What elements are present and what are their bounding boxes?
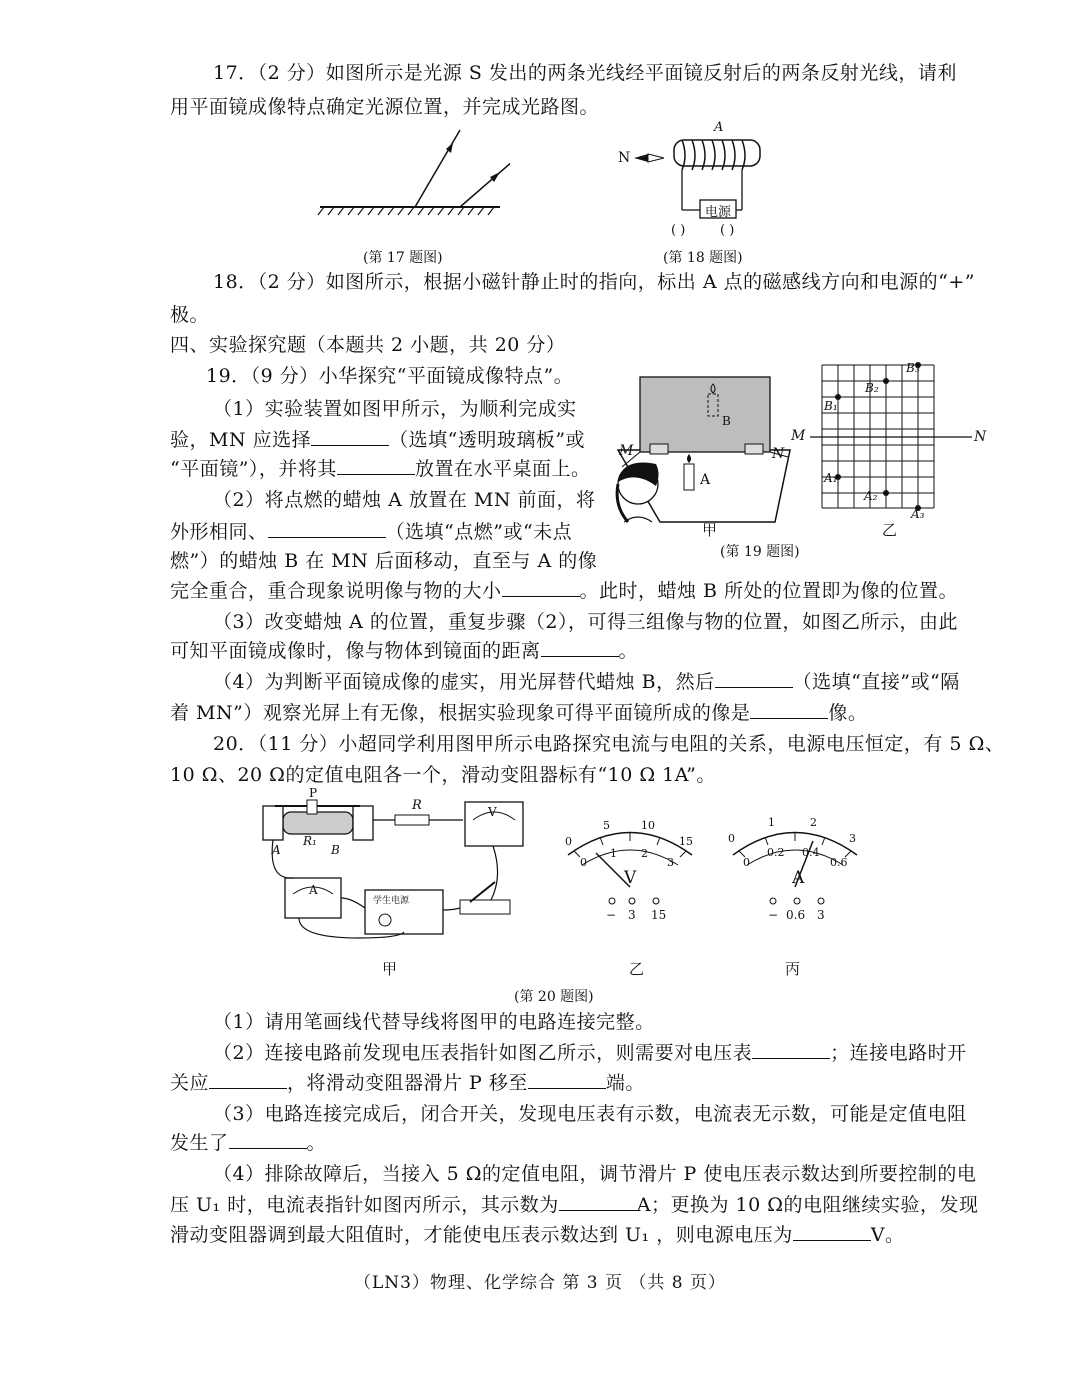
q20-supply-label: 学生电源: [373, 896, 410, 906]
q19-p2b: 外形相同、 （选填“点燃”或“未点: [170, 521, 573, 543]
answer-blank[interactable]: [541, 638, 619, 657]
q20-v-top-0: 0: [565, 835, 572, 848]
q20-p3a: （3）电路连接完成后，闭合开关，发现电压表有示数，电流表无示数，可能是定值电阻: [213, 1103, 967, 1125]
q19-p2d: 完全重合，重合现象说明像与物的大小 。此时，蜡烛 B 所处的位置即为像的位置。: [170, 580, 959, 602]
q20-p4c: 滑动变阻器调到最大阻值时，才能使电压表示数达到 U₁ ，则电源电压为 V。: [170, 1224, 905, 1246]
answer-blank[interactable]: [528, 1070, 606, 1089]
q19-grid-label-n: N: [974, 429, 987, 445]
answer-blank[interactable]: [559, 1192, 637, 1211]
q20-v-term-15: 15: [651, 908, 667, 922]
q19-grid-a2: A₂: [864, 489, 878, 503]
answer-blank[interactable]: [209, 1070, 287, 1089]
answer-blank[interactable]: [311, 427, 389, 446]
page-footer: （LN3）物理、化学综合 第 3 页 （共 8 页）: [353, 1273, 727, 1293]
q19-grid-b3: B₃: [906, 361, 920, 375]
q17-line2: 用平面镜成像特点确定光源位置，并完成光路图。: [170, 96, 600, 118]
q20-p1: （1）请用笔画线代替导线将图甲的电路连接完整。: [213, 1011, 655, 1033]
q19-p1c: “平面镜”），并将其 放置在水平桌面上。: [170, 458, 591, 480]
q20-a-bottom-06: 0.6: [830, 856, 848, 869]
q19-caption: (第 19 题图): [720, 544, 800, 560]
q19-figure-yi: [790, 360, 990, 520]
q20-a-bottom-04: 0.4: [802, 846, 820, 859]
q20-v-top-15: 15: [679, 835, 693, 848]
q20-p2a: （2）连接电路前发现电压表指针如图乙所示，则需要对电压表 ；连接电路时开: [213, 1042, 967, 1064]
q19-fig-yi-label: 乙: [882, 521, 898, 539]
q19-p4a: （4）为判断平面镜成像的虚实，用光屏替代蜡烛 B，然后 （选填“直接”或“隔: [213, 671, 960, 693]
q18-figure: [610, 118, 780, 248]
q19-grid-a1: A₁: [824, 471, 838, 485]
q20-a-top-1: 1: [768, 816, 775, 829]
q18-line2: 极。: [170, 304, 210, 326]
q20-label-b: B: [331, 843, 340, 857]
q19-label-candle-b: B: [722, 414, 731, 428]
q18-paren-right: ( ): [720, 223, 735, 238]
q20-a-bottom-0: 0: [743, 856, 750, 869]
q20-p4b: 压 U₁ 时，电流表指针如图丙所示，其示数为 A；更换为 10 Ω的电阻继续实验，发现: [170, 1194, 979, 1216]
q19-p2a: （2）将点燃的蜡烛 A 放置在 MN 前面，将: [213, 489, 596, 511]
q19-head: 19．（9 分）小华探究“平面镜成像特点”。: [206, 365, 574, 387]
q20-label-p: P: [309, 786, 318, 800]
q20-v-bottom-1: 1: [610, 847, 617, 860]
answer-blank[interactable]: [268, 519, 386, 538]
q17-line1: 17．（2 分）如图所示是光源 S 发出的两条光线经平面镜反射后的两条反射光线，请利: [213, 62, 957, 84]
q20-voltmeter-v: V: [488, 805, 497, 819]
q19-grid-b1: B₁: [824, 399, 838, 413]
q20-caption: (第 20 题图): [514, 989, 594, 1005]
q20-fig-jia-label: 甲: [382, 960, 398, 978]
q19-p4b: 着 MN”）观察光屏上有无像，根据实验现象可得平面镜所成的像是 像。: [170, 702, 868, 724]
q19-p2c: 燃”）的蜡烛 B 在 MN 后面移动，直至与 A 的像: [170, 550, 598, 572]
answer-blank[interactable]: [337, 456, 415, 475]
answer-blank[interactable]: [715, 669, 793, 688]
q19-grid-b2: B₂: [865, 381, 879, 395]
q20-v-bottom-2: 2: [641, 847, 648, 860]
answer-blank[interactable]: [229, 1130, 307, 1149]
q20-a-top-3: 3: [849, 832, 856, 845]
q20-head2: 10 Ω、20 Ω的定值电阻各一个，滑动变阻器标有“10 Ω 1A”。: [170, 764, 716, 786]
answer-blank[interactable]: [502, 578, 580, 597]
q20-head1: 20．（11 分）小超同学利用图甲所示电路探究电流与电阻的关系，电源电压恒定，有 5 Ω、: [213, 733, 1005, 755]
q20-a-unit: A: [792, 868, 805, 888]
q18-power-label: 电源: [705, 205, 732, 220]
q20-a-top-2: 2: [810, 816, 817, 829]
q20-v-bottom-0: 0: [580, 856, 587, 869]
q20-a-bottom-02: 0.2: [767, 846, 785, 859]
q17-figure: [310, 125, 510, 225]
q19-label-candle-a: A: [700, 472, 711, 488]
q20-v-term-neg: −: [606, 908, 617, 922]
q19-p3a: （3）改变蜡烛 A 的位置，重复步骤（2），可得三组像与物的位置，如图乙所示，由此: [213, 611, 958, 633]
q20-ammeter-a: A: [309, 883, 318, 897]
q20-p4a: （4）排除故障后，当接入 5 Ω的定值电阻，调节滑片 P 使电压表示数达到所要控制的电: [213, 1163, 977, 1185]
q20-a-term-3: 3: [817, 908, 825, 922]
q20-v-top-10: 10: [641, 819, 655, 832]
q20-label-r1: R₁: [303, 834, 317, 848]
q20-label-r: R: [412, 798, 422, 813]
q18-label-a: A: [714, 120, 724, 135]
q19-label-n: N: [772, 446, 785, 462]
q20-a-top-0: 0: [728, 832, 735, 845]
q19-grid-label-m: M: [791, 428, 806, 444]
q19-grid-a3: A₃: [911, 507, 925, 521]
answer-blank[interactable]: [793, 1222, 871, 1241]
answer-blank[interactable]: [750, 700, 828, 719]
q17-caption: (第 17 题图): [363, 250, 443, 266]
section-4-heading: 四、实验探究题（本题共 2 小题，共 20 分）: [170, 334, 566, 356]
q18-label-n: N: [618, 150, 631, 166]
q20-v-unit: V: [624, 868, 637, 888]
q20-fig-bing-label: 丙: [785, 960, 801, 978]
q19-label-m: M: [619, 443, 634, 459]
answer-blank[interactable]: [752, 1040, 830, 1059]
q20-a-term-neg: −: [768, 908, 779, 922]
q19-p3b: 可知平面镜成像时，像与物体到镜面的距离 。: [170, 640, 639, 662]
q20-v-bottom-3: 3: [667, 856, 674, 869]
q20-label-a: A: [272, 843, 281, 857]
q19-fig-jia-label: 甲: [702, 521, 718, 539]
q20-v-term-3: 3: [628, 908, 636, 922]
q20-p3b: 发生了 。: [170, 1132, 327, 1154]
q19-p1a: （1）实验装置如图甲所示，为顺利完成实: [213, 398, 577, 420]
q18-paren-left: ( ): [671, 223, 686, 238]
q20-a-term-06: 0.6: [786, 908, 806, 922]
q20-p2b: 关应 ，将滑动变阻器滑片 P 移至 端。: [170, 1072, 645, 1094]
q18-caption: (第 18 题图): [663, 250, 743, 266]
q20-v-top-5: 5: [603, 819, 610, 832]
q18-line1: 18．（2 分）如图所示，根据小磁针静止时的指向，标出 A 点的磁感线方向和电源的“+”: [213, 271, 975, 293]
q19-p1b: 验，MN 应选择 （选填“透明玻璃板”或: [170, 429, 586, 451]
q20-fig-yi-label: 乙: [629, 960, 645, 978]
